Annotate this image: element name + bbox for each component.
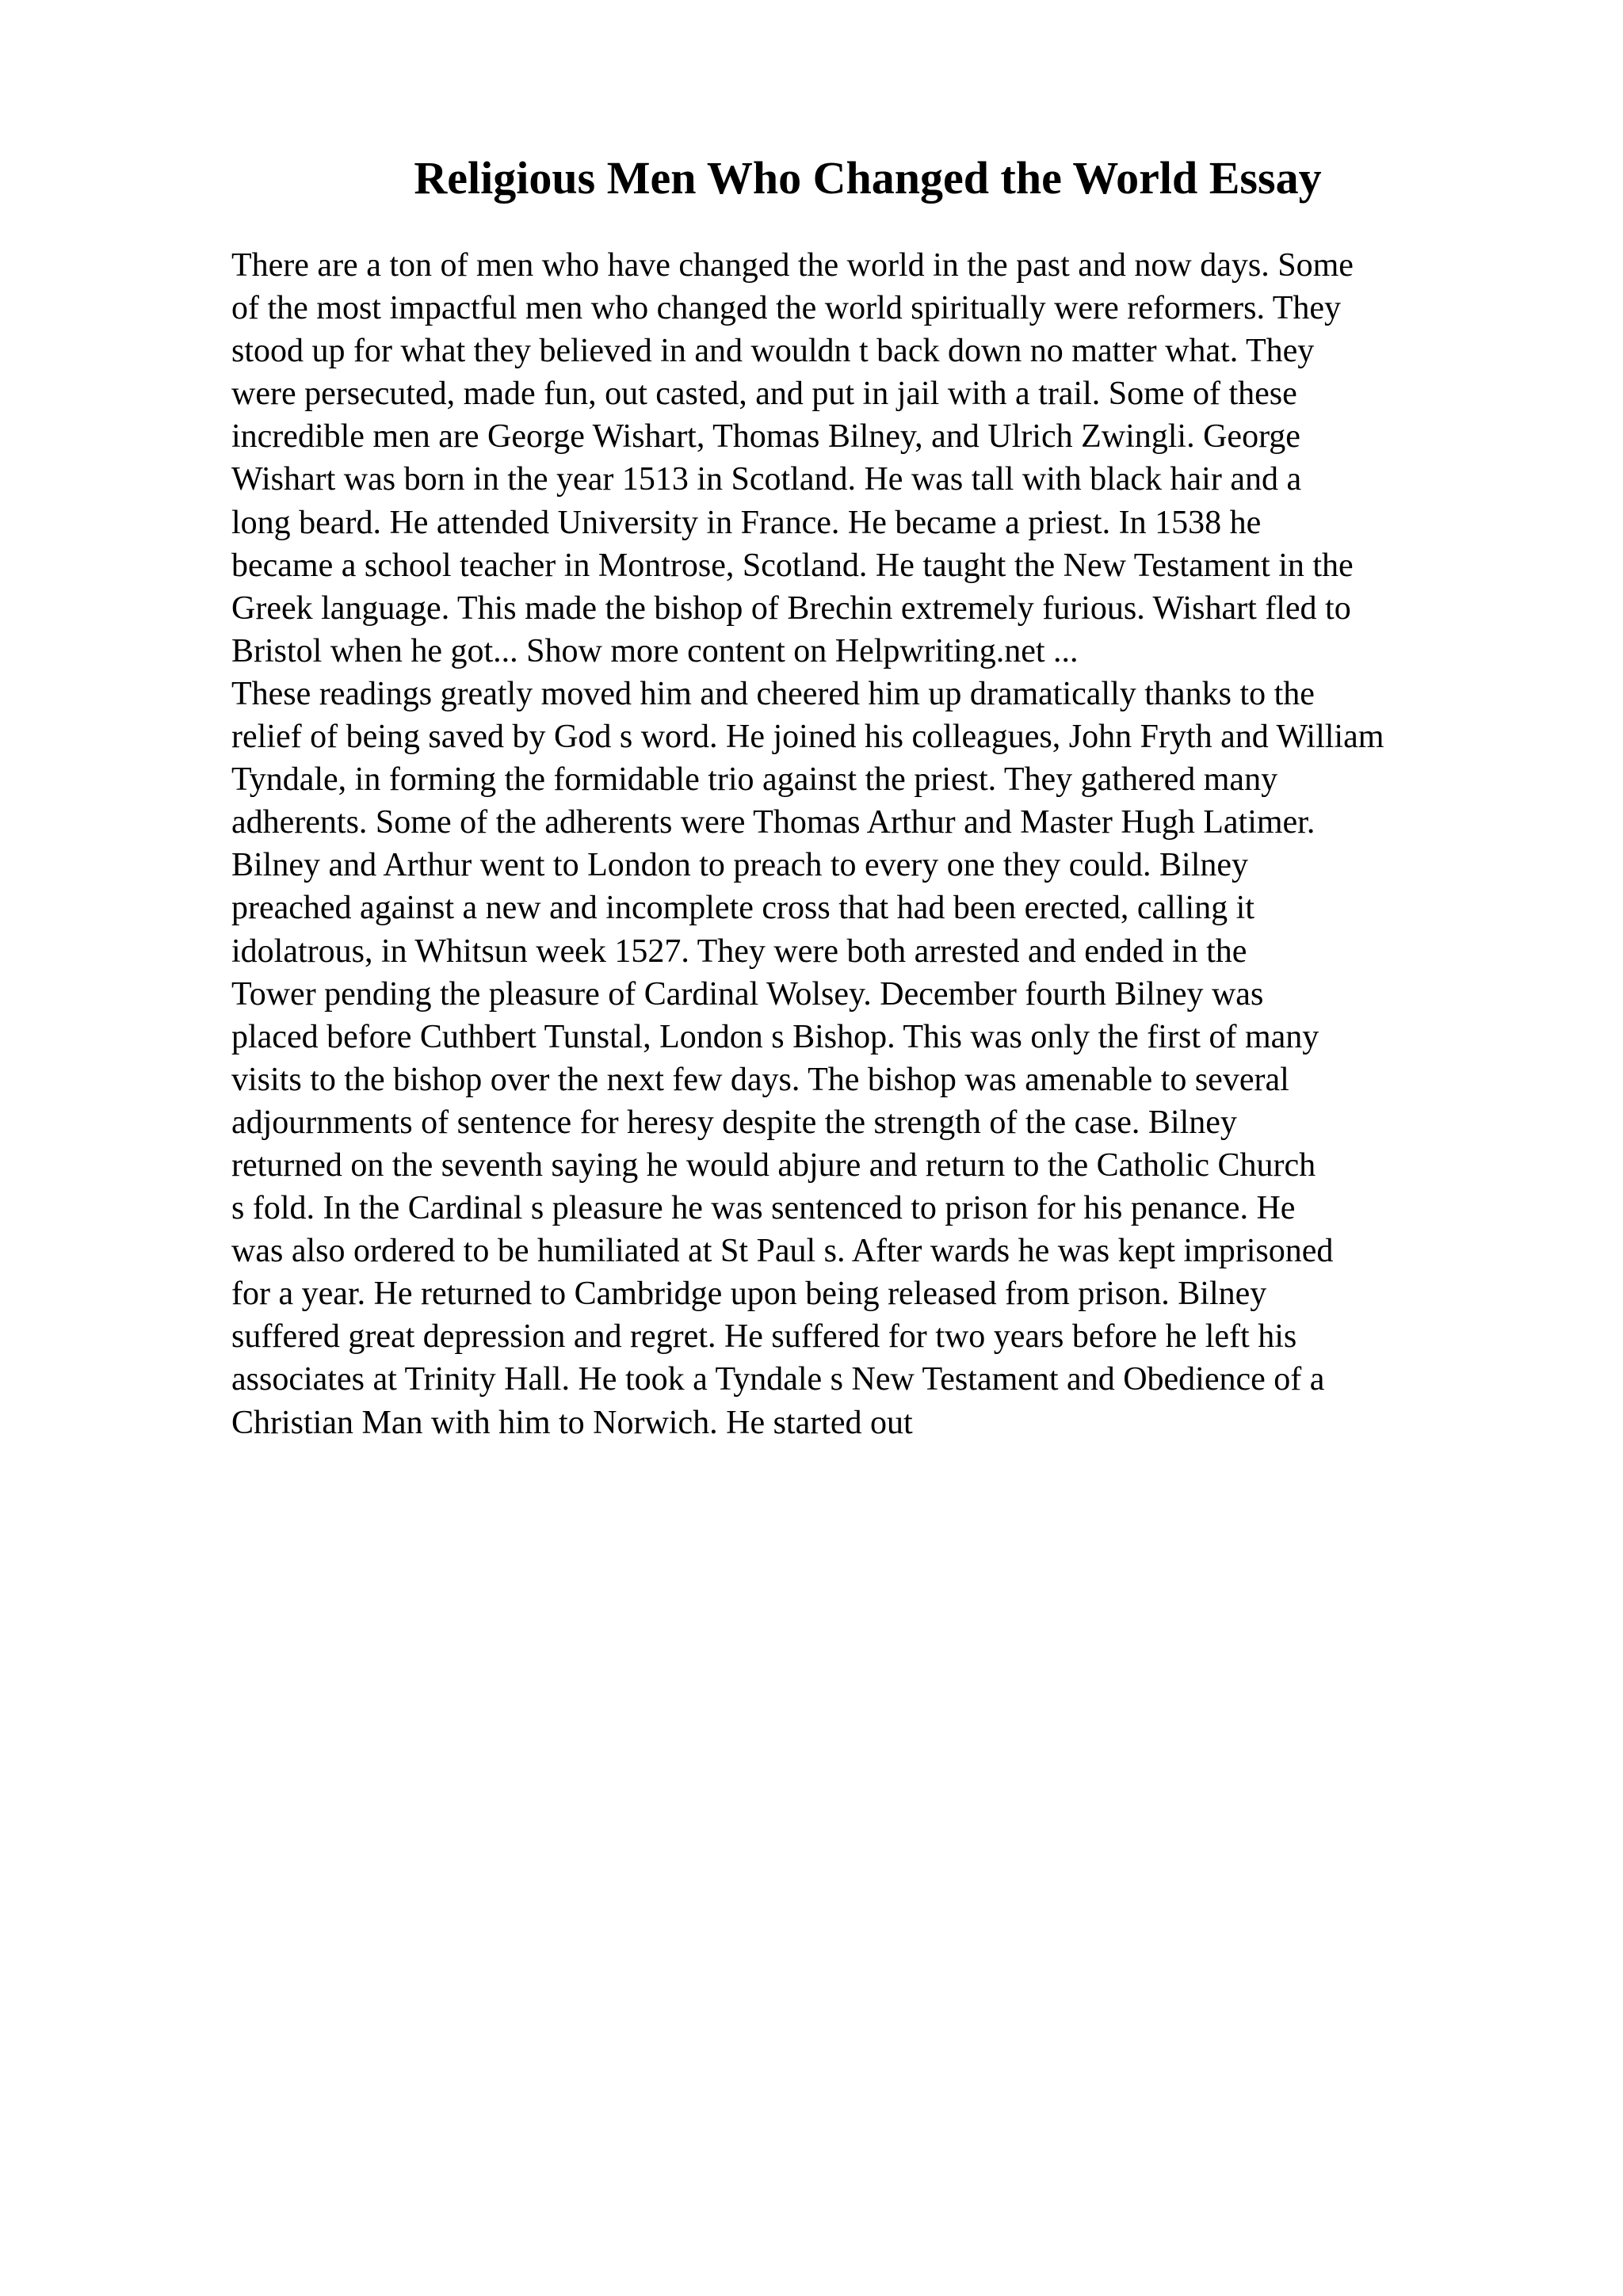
text-line: placed before Cuthbert Tunstal, London s Bishop. This was only the first of many bbox=[231, 1018, 1319, 1055]
text-line: Tower pending the pleasure of Cardinal Wolsey. December fourth Bilney was bbox=[231, 975, 1264, 1013]
text-line: idolatrous, in Whitsun week 1527. They were both arrested and ended in the bbox=[231, 933, 1247, 970]
text-line: incredible men are George Wishart, Thomas Bilney, and Ulrich Zwingli. George bbox=[231, 418, 1300, 456]
text-line: visits to the bishop over the next few days. The bishop was amenable to several bbox=[231, 1061, 1289, 1098]
text-line: Tyndale, in forming the formidable trio against the priest. They gathered many bbox=[231, 761, 1278, 799]
text-line: returned on the seventh saying he would abjure and return to the Catholic Church bbox=[231, 1146, 1316, 1184]
page-title: Religious Men Who Changed the World Essay bbox=[414, 152, 1322, 204]
text-line: Wishart was born in the year 1513 in Scotland. He was tall with black hair and a bbox=[231, 461, 1302, 498]
text-line: were persecuted, made fun, out casted, and put in jail with a trail. Some of these bbox=[231, 376, 1297, 413]
text-line: adherents. Some of the adherents were Thomas Arthur and Master Hugh Latimer. bbox=[231, 804, 1316, 841]
text-line: for a year. He returned to Cambridge upon being released from prison. Bilney bbox=[231, 1276, 1267, 1313]
text-line: Christian Man with him to Norwich. He started out bbox=[231, 1404, 913, 1441]
text-line: was also ordered to be humiliated at St Paul s. After wards he was kept imprisoned bbox=[231, 1233, 1334, 1270]
text-line: These readings greatly moved him and cheered him up dramatically thanks to the bbox=[231, 675, 1315, 712]
text-line: preached against a new and incomplete cross that had been erected, calling it bbox=[231, 890, 1254, 927]
text-line: s fold. In the Cardinal s pleasure he was sentenced to prison for his penance. He bbox=[231, 1190, 1296, 1227]
essay-body bbox=[231, 244, 1610, 1444]
text-line: suffered great depression and regret. He suffered for two years before he left his bbox=[231, 1318, 1297, 1356]
text-line: became a school teacher in Montrose, Scotland. He taught the New Testament in the bbox=[231, 547, 1354, 584]
text-line: There are a ton of men who have changed the world in the past and now days. Some bbox=[231, 247, 1354, 284]
text-line: Bilney and Arthur went to London to preach to every one they could. Bilney bbox=[231, 847, 1249, 884]
text-line: of the most impactful men who changed the world spiritually were reformers. They bbox=[231, 290, 1341, 327]
text-line: long beard. He attended University in France. He became a priest. In 1538 he bbox=[231, 504, 1262, 541]
text-line: Bristol when he got... Show more content on Helpwriting.net ... bbox=[231, 632, 1079, 669]
text-line: adjournments of sentence for heresy despite the strength of the case. Bilney bbox=[231, 1104, 1237, 1141]
text-line: Greek language. This made the bishop of Brechin extremely furious. Wishart fled to bbox=[231, 589, 1351, 627]
text-line: stood up for what they believed in and wouldn t back down no matter what. They bbox=[231, 333, 1315, 370]
text-line: relief of being saved by God s word. He joined his colleagues, John Fryth and William bbox=[231, 719, 1384, 756]
text-line: associates at Trinity Hall. He took a Tyndale s New Testament and Obedience of a bbox=[231, 1361, 1325, 1398]
